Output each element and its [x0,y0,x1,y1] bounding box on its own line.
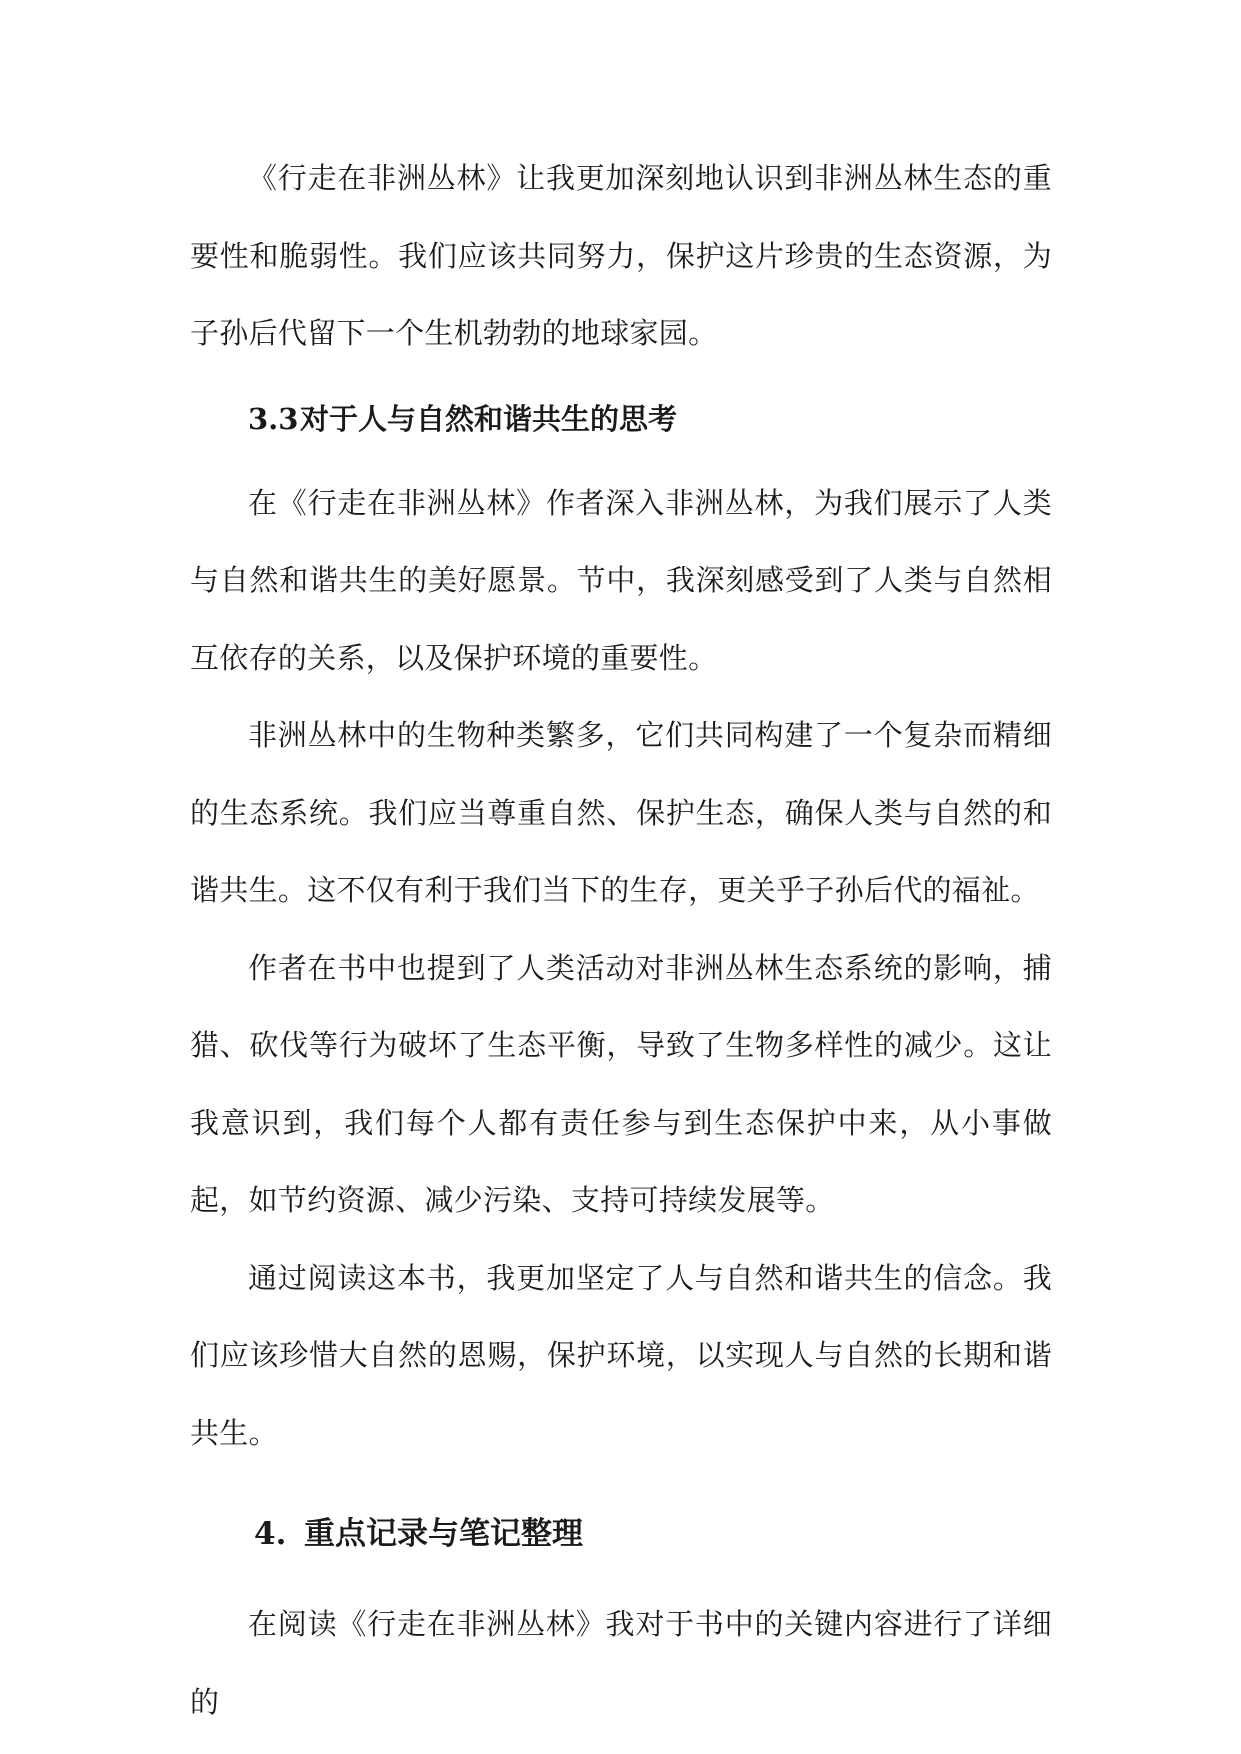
paragraph-belief: 通过阅读这本书，我更加坚定了人与自然和谐共生的信念。我们应该珍惜大自然的恩赐，保护环境，以实现人与自然的长期和谐共生。 [190,1260,1052,1450]
paragraph-conclusion-ecology: 《行走在非洲丛林》让我更加深刻地认识到非洲丛林生态的重要性和脆弱性。我们应该共同努力，保护这片珍贵的生态资源，为子孙后代留下一个生机勃勃的地球家园。 [190,161,1052,350]
section-heading-4 [190,1472,1052,1586]
document-body [190,140,1052,1741]
section-number: 3.3 [248,401,299,436]
section-heading-3-3 [190,373,1052,465]
section-title: 重点记录与笔记整理 [304,1516,583,1552]
paragraph-ecosystem: 非洲丛林中的生物种类繁多，它们共同构建了一个复杂而精细的生态系统。我们应当尊重自然、保护生态，确保人类与自然的和谐共生。这不仅有利于我们当下的生存，更关乎子孙后代的福祉。 [190,718,1052,907]
section-title: 对于人与自然和谐共生的思考 [300,401,678,436]
paragraph-notes-intro: 在阅读《行走在非洲丛林》我对于书中的关键内容进行了详细的 [190,1607,1052,1719]
paragraph-human-impact: 作者在书中也提到了人类活动对非洲丛林生态系统的影响，捕猎、砍伐等行为破坏了生态平衡，导致了生物多样性的减少。这让我意识到，我们每个人都有责任参与到生态保护中来，从小事做起，如节约资源、减少污染、支持可持续发展等。 [190,950,1052,1217]
paragraph-harmony-vision: 在《行走在非洲丛林》作者深入非洲丛林，为我们展示了人类与自然和谐共生的美好愿景。节中，我深刻感受到了人类与自然相互依存的关系，以及保护环境的重要性。 [190,485,1052,675]
section-number: 4. [254,1516,287,1552]
